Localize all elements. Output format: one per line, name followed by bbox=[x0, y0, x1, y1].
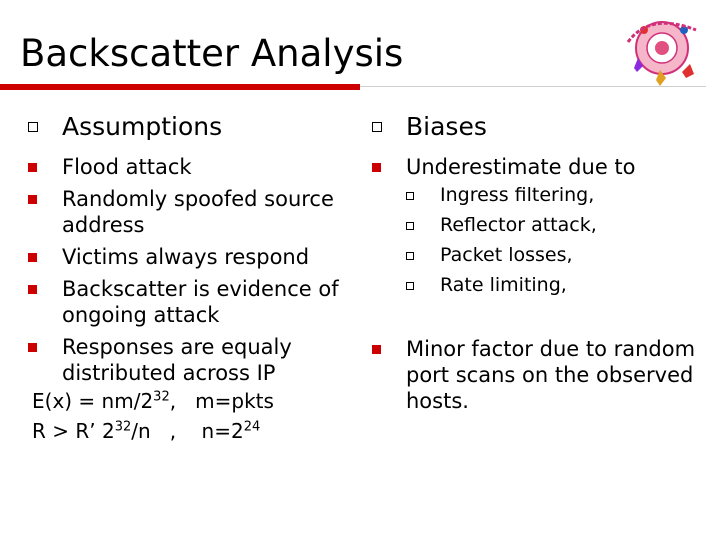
biases-heading: Biases bbox=[372, 112, 712, 142]
filled-square-bullet-icon bbox=[28, 163, 37, 172]
filled-square-bullet-icon bbox=[28, 343, 37, 352]
hollow-square-bullet-icon bbox=[406, 252, 414, 260]
filled-square-bullet-icon bbox=[372, 345, 381, 354]
conference-logo-icon bbox=[610, 8, 708, 88]
list-item: Responses are equaly distributed across IP bbox=[28, 334, 358, 386]
list-item: Victims always respond bbox=[28, 244, 358, 270]
title-underline-accent bbox=[0, 84, 360, 90]
assumptions-heading: Assumptions bbox=[28, 112, 358, 142]
sub-list-item: Reflector attack, bbox=[406, 210, 712, 240]
hollow-square-bullet-icon bbox=[406, 222, 414, 230]
sub-list-item: Packet losses, bbox=[406, 240, 712, 270]
biases-column bbox=[372, 112, 712, 414]
filled-square-bullet-icon bbox=[372, 163, 381, 172]
assumptions-column bbox=[28, 112, 358, 446]
hollow-square-bullet-icon bbox=[372, 122, 382, 132]
hollow-square-bullet-icon bbox=[28, 122, 38, 132]
filled-square-bullet-icon bbox=[28, 195, 37, 204]
filled-square-bullet-icon bbox=[28, 285, 37, 294]
slide-title: Backscatter Analysis bbox=[20, 32, 404, 75]
sub-list-item: Ingress filtering, bbox=[406, 180, 712, 210]
list-item: Randomly spoofed source address bbox=[28, 186, 358, 238]
formula-rate: R > R’ $2^{32}/n$ , $n=2^{24}$ bbox=[32, 419, 261, 443]
formula-expected-value: $E(x) = nm/2^{32}$, m=pkts bbox=[32, 389, 274, 413]
hollow-square-bullet-icon bbox=[406, 192, 414, 200]
list-item: Minor factor due to random port scans on the observed hosts. bbox=[372, 336, 712, 414]
hollow-square-bullet-icon bbox=[406, 282, 414, 290]
list-item: Flood attack bbox=[28, 154, 358, 180]
sub-list-item: Rate limiting, bbox=[406, 270, 712, 300]
list-item: Underestimate due to bbox=[372, 154, 712, 180]
list-item: Backscatter is evidence of ongoing attack bbox=[28, 276, 358, 328]
filled-square-bullet-icon bbox=[28, 253, 37, 262]
